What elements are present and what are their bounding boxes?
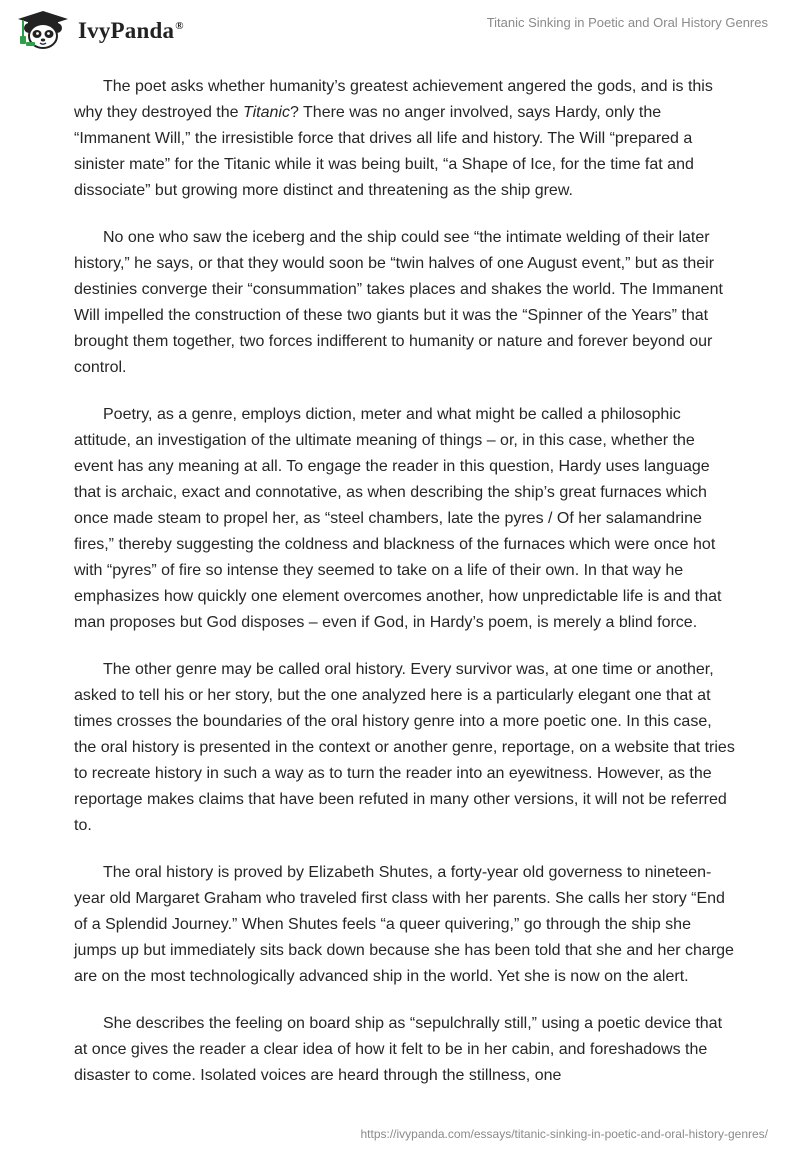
page-header [0,0,800,60]
registered-mark: ® [175,20,184,33]
paragraph-4: The other genre may be called oral history. Every survivor was, at one time or another, asked to tell his or her story, but the one analyzed here is a particularly elegant one that at times crosses the boundaries of the oral history genre into a more poetic one. In this case, the oral history is presented in the context or another genre, reportage, on a website that tries to recreate history in such a way as to turn the reader into an eyewitness. However, as the reportage makes claims that have been refuted in many other versions, it will not be referred to. [74,661,735,834]
paragraph-5: The oral history is proved by Elizabeth Shutes, a forty-year old governess to nineteen-year old Margaret Graham who traveled first class with her parents. She calls her story “End of a Splendid Journey.” When Shutes feels “a queer quivering,” go through the ship she jumps up but immediately sits back down because she has been told that she and her charge are on the most technologically advanced ship in the world. Yet she is now on the alert. [74,864,734,985]
italic-ship-name: Titanic [242,104,290,121]
ivypanda-logo[interactable] [14,9,184,49]
source-url[interactable]: https://ivypanda.com/essays/titanic-sinking-in-poetic-and-oral-history-genres/ [360,1127,768,1141]
paragraph-1: The poet asks whether humanity’s greatest achievement angered the gods, and is this why they destroyed the Titanic? There was no anger involved, says Hardy, only the “Immanent Will,” the irresistible force that drives all life and history. The Will “prepared a sinister mate” for the Titanic while it was being built, “a Shape of Ice, for the time fat and dissociate” but growing more distinct and threatening as the ship grew. [74,78,713,199]
paragraph-2: No one who saw the iceberg and the ship could see “the intimate welding of their later history,” he says, or that they would soon be “twin halves of one August event,” but as their destinies converge their “consummation” takes places and shakes the world. The Immanent Will impelled the construction of these two giants but it was the “Spinner of the Years” that brought them together, two forces indifferent to humanity or nature and forever beyond our control. [74,229,723,376]
essay-body [74,74,738,1110]
document-title: Titanic Sinking in Poetic and Oral History Genres [486,15,768,30]
paragraph-6: She describes the feeling on board ship as “sepulchrally still,” using a poetic device that at once gives the reader a clear idea of how it felt to be in her cabin, and foreshadows the disaster to come. Isolated voices are heard through the stillness, one [74,1015,723,1084]
paragraph-3: Poetry, as a genre, employs diction, meter and what might be called a philosophic attitude, an investigation of the ultimate meaning of things – or, in this case, whether the event has any meaning at all. To engage the reader in this question, Hardy uses language that is archaic, exact and connotative, as when describing the ship’s great furnaces which once made steam to propel her, as “steel chambers, late the pyres / Of her salamandrine fires,” thereby suggesting the coldness and blackness of the furnaces which were once hot with “pyres” of fire so intense they seemed to take on a life of their own. In that way he emphasizes how quickly one element overcomes another, how unpredictable life is and that man proposes but God disposes – even if God, in Hardy’s poem, is merely a blind force. [74,406,722,631]
panda-graduate-icon [14,9,72,49]
brand-name: IvyPanda® [78,18,184,43]
